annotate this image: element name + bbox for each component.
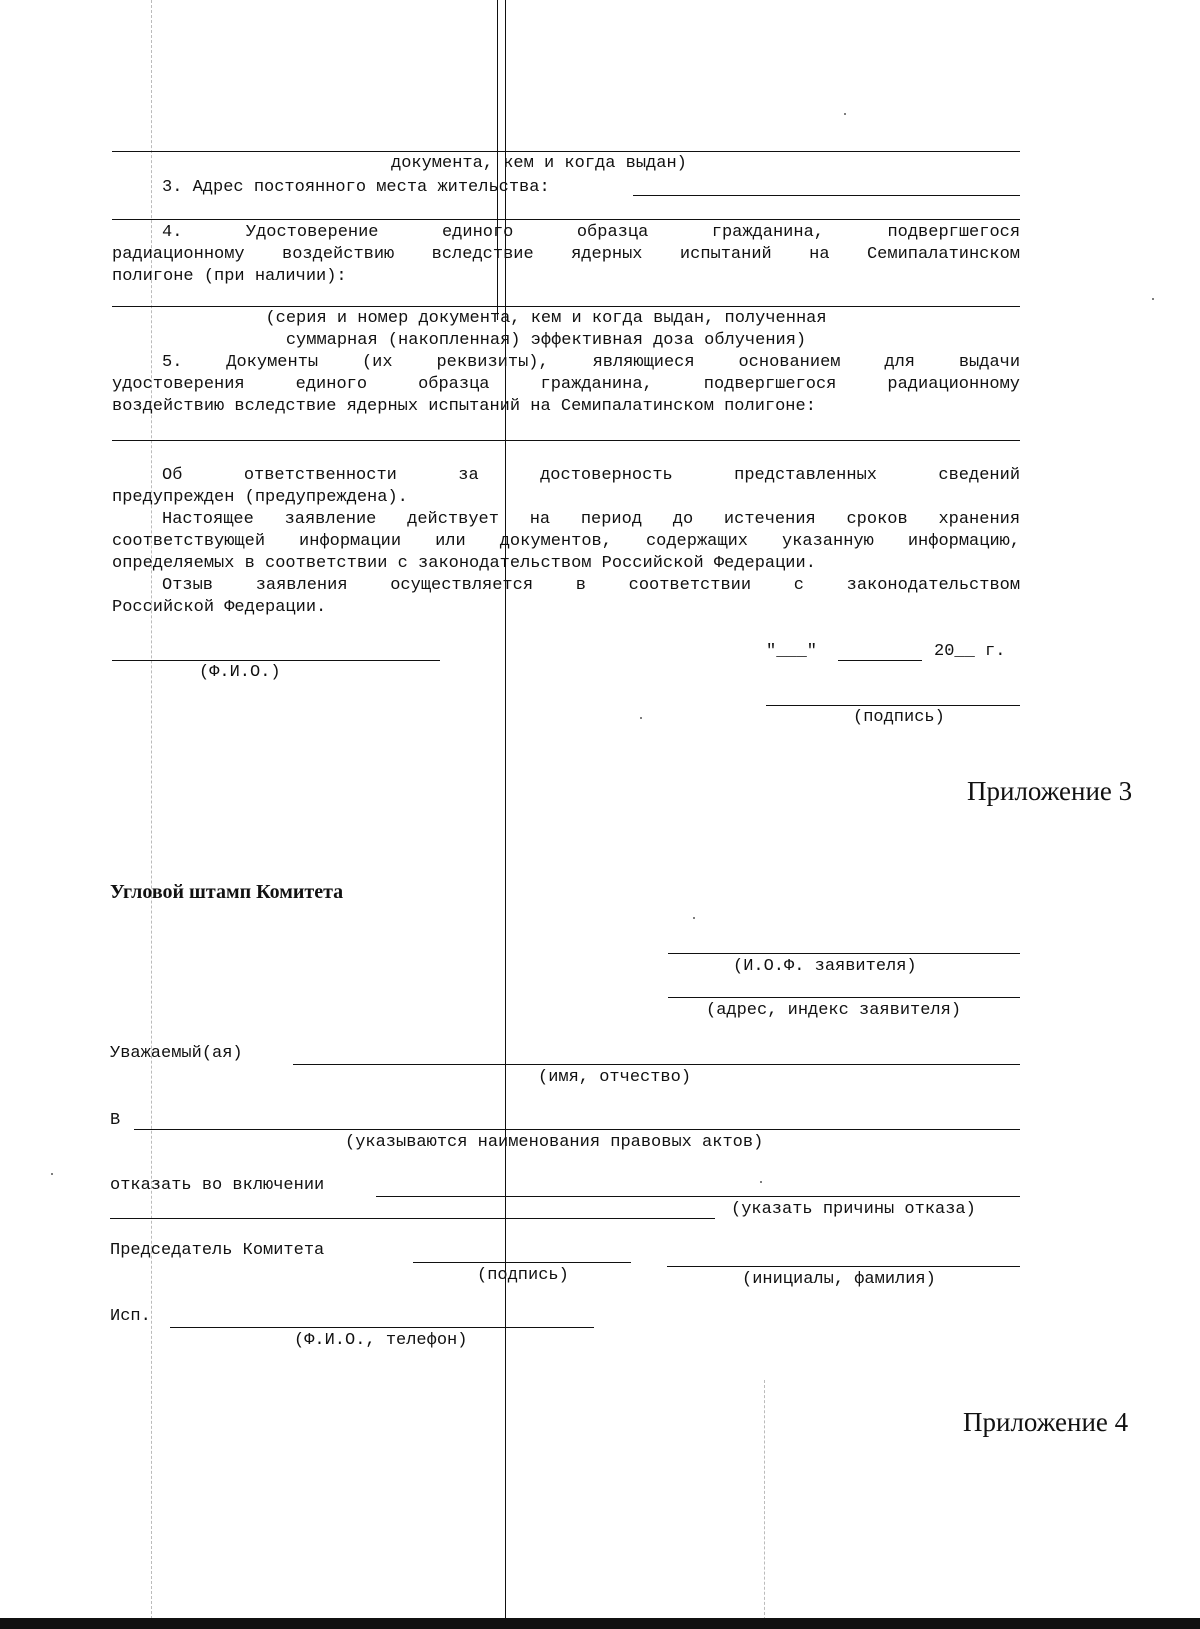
validity-word: хранения [938, 510, 1021, 529]
validity-word: действует [407, 510, 499, 529]
item5-word: единого [295, 375, 368, 394]
responsibility-word: ответственности [243, 466, 397, 485]
refuse-line[interactable] [376, 1196, 1020, 1197]
date-year: 20__ г. [934, 642, 1006, 661]
validity-word: содержащих [645, 532, 748, 551]
address-line[interactable] [633, 195, 1020, 196]
validity-word: соответствующей [112, 532, 266, 551]
item5-word: Документы [226, 353, 319, 372]
acts-caption: (указываются наименования правовых актов) [345, 1133, 764, 1152]
item4-word: Удостоверение [245, 223, 379, 242]
scan-speck [51, 1173, 53, 1175]
applicant-address-caption: (адрес, индекс заявителя) [706, 1001, 962, 1020]
item4-word: Семипалатинском [866, 245, 1020, 264]
item4-word: гражданина, [711, 223, 824, 242]
item4-line1 [112, 222, 1020, 243]
item4-word: испытаний [679, 245, 772, 264]
dear-label: Уважаемый(ая) [110, 1044, 243, 1063]
validity-line2 [112, 531, 1020, 552]
date-day: "___" [766, 642, 818, 661]
responsibility-word: Об [162, 466, 183, 485]
revoke-word: Отзыв [162, 576, 214, 595]
validity-word: истечения [723, 510, 816, 529]
item4-word: подвергшегося [887, 223, 1021, 242]
responsibility-word: представленных [734, 466, 877, 485]
item5-word: 5. [162, 353, 183, 372]
scan-punch-line-right [764, 1380, 765, 1620]
scan-speck [844, 113, 846, 115]
item5-word: удостоверения [112, 375, 245, 394]
chairman-signature-line[interactable] [413, 1262, 631, 1263]
item5-word: выдачи [958, 353, 1021, 372]
item4-word: образца [576, 223, 649, 242]
acts-line[interactable] [134, 1129, 1020, 1130]
scan-bottom-edge [0, 1618, 1200, 1629]
validity-word: документов, [499, 532, 612, 551]
validity-word: информацию, [907, 532, 1021, 551]
refuse-label: отказать во включении [110, 1176, 325, 1195]
executor-label: Исп. [110, 1307, 151, 1326]
item5-word: радиационному [887, 375, 1021, 394]
chairman-name-caption: (инициалы, фамилия) [742, 1270, 936, 1289]
chairman-signature-caption: (подпись) [477, 1266, 569, 1285]
certificate-caption-2: суммарная (накопленная) эффективная доза облучения) [285, 331, 807, 350]
responsibility-word: сведений [938, 466, 1021, 485]
responsibility-word: за [458, 466, 479, 485]
responsibility-line1 [112, 465, 1020, 486]
scan-speck [640, 717, 642, 719]
item4-word: 4. [162, 223, 183, 242]
applicant-address-line[interactable] [668, 997, 1020, 998]
certificate-line[interactable] [112, 306, 1020, 307]
revoke-word: соответствии [628, 576, 752, 595]
appendix4-title: Приложение 4 [963, 1407, 1129, 1437]
item5-word: подвергшегося [703, 375, 837, 394]
revoke-word: заявления [255, 576, 348, 595]
revoke-word: осуществляется [390, 576, 534, 595]
corner-stamp-label: Угловой штамп Комитета [110, 881, 344, 903]
validity-word: или [435, 532, 466, 551]
executor-line[interactable] [170, 1327, 594, 1328]
revoke-word: законодательством [846, 576, 1021, 595]
item4-word: воздействию [282, 245, 395, 264]
validity-word: заявление [284, 510, 377, 529]
scan-speck [1152, 298, 1154, 300]
item4-word: на [809, 245, 830, 264]
address-line-2[interactable] [112, 219, 1020, 220]
item4-line3: полигоне (при наличии): [112, 267, 347, 286]
item5-line3: воздействию вследствие ядерных испытаний на Семипалатинском полигоне: [112, 397, 816, 416]
responsibility-word: достоверность [540, 466, 673, 485]
certificate-caption-1: (серия и номер документа, кем и когда выдан, полученная [265, 309, 827, 328]
fio-line[interactable] [112, 660, 440, 661]
v-label: В [110, 1111, 121, 1130]
validity-word: период [580, 510, 643, 529]
revoke-word: с [793, 576, 804, 595]
date-month-line[interactable] [838, 660, 922, 661]
validity-word: указанную [782, 532, 874, 551]
validity-word: информации [299, 532, 402, 551]
revoke-line1 [112, 575, 1020, 596]
revoke-line2: Российской Федерации. [112, 598, 327, 617]
documents-line[interactable] [112, 440, 1020, 441]
item5-word: являющиеся [592, 353, 695, 372]
item4-word: вследствие [431, 245, 534, 264]
item5-line2 [112, 374, 1020, 395]
item5-word: образца [418, 375, 490, 394]
executor-caption: (Ф.И.О., телефон) [294, 1331, 468, 1350]
chairman-name-line[interactable] [667, 1266, 1020, 1267]
signature-line[interactable] [766, 705, 1020, 706]
validity-line1 [112, 509, 1020, 530]
responsibility-line2: предупрежден (предупреждена). [112, 488, 408, 507]
item5-word: (их [361, 353, 393, 372]
item4-line2 [112, 244, 1020, 265]
reason-caption: (указать причины отказа) [731, 1200, 976, 1219]
item5-line1 [112, 352, 1020, 373]
item5-word: для [884, 353, 915, 372]
item5-word: основанием [738, 353, 841, 372]
validity-line3: определяемых в соответствии с законодательством Российской Федерации. [112, 554, 816, 573]
item4-word: радиационному [112, 245, 245, 264]
doc-issued-line [112, 151, 1020, 152]
applicant-name-caption: (И.О.Ф. заявителя) [733, 957, 917, 976]
item3-label: 3. Адрес постоянного места жительства: [162, 178, 550, 197]
chairman-label: Председатель Комитета [110, 1241, 325, 1260]
dear-name-line[interactable] [293, 1064, 1020, 1065]
signature-caption: (подпись) [853, 708, 945, 727]
revoke-word: в [575, 576, 586, 595]
validity-word: до [672, 510, 694, 529]
validity-word: Настоящее [162, 510, 254, 529]
doc-issued-caption: документа, кем и когда выдан) [391, 154, 687, 173]
item5-word: гражданина, [540, 375, 653, 394]
applicant-name-line[interactable] [668, 953, 1020, 954]
scan-speck [693, 917, 695, 919]
dear-caption: (имя, отчество) [538, 1068, 692, 1087]
reason-line[interactable] [110, 1218, 715, 1219]
appendix3-title: Приложение 3 [967, 776, 1133, 806]
fio-caption: (Ф.И.О.) [199, 663, 281, 682]
item5-word: реквизиты), [436, 353, 549, 372]
item4-word: ядерных [571, 245, 643, 264]
validity-word: сроков [846, 510, 908, 529]
validity-word: на [529, 510, 551, 529]
item4-word: единого [441, 223, 514, 242]
scan-speck [760, 1181, 762, 1183]
